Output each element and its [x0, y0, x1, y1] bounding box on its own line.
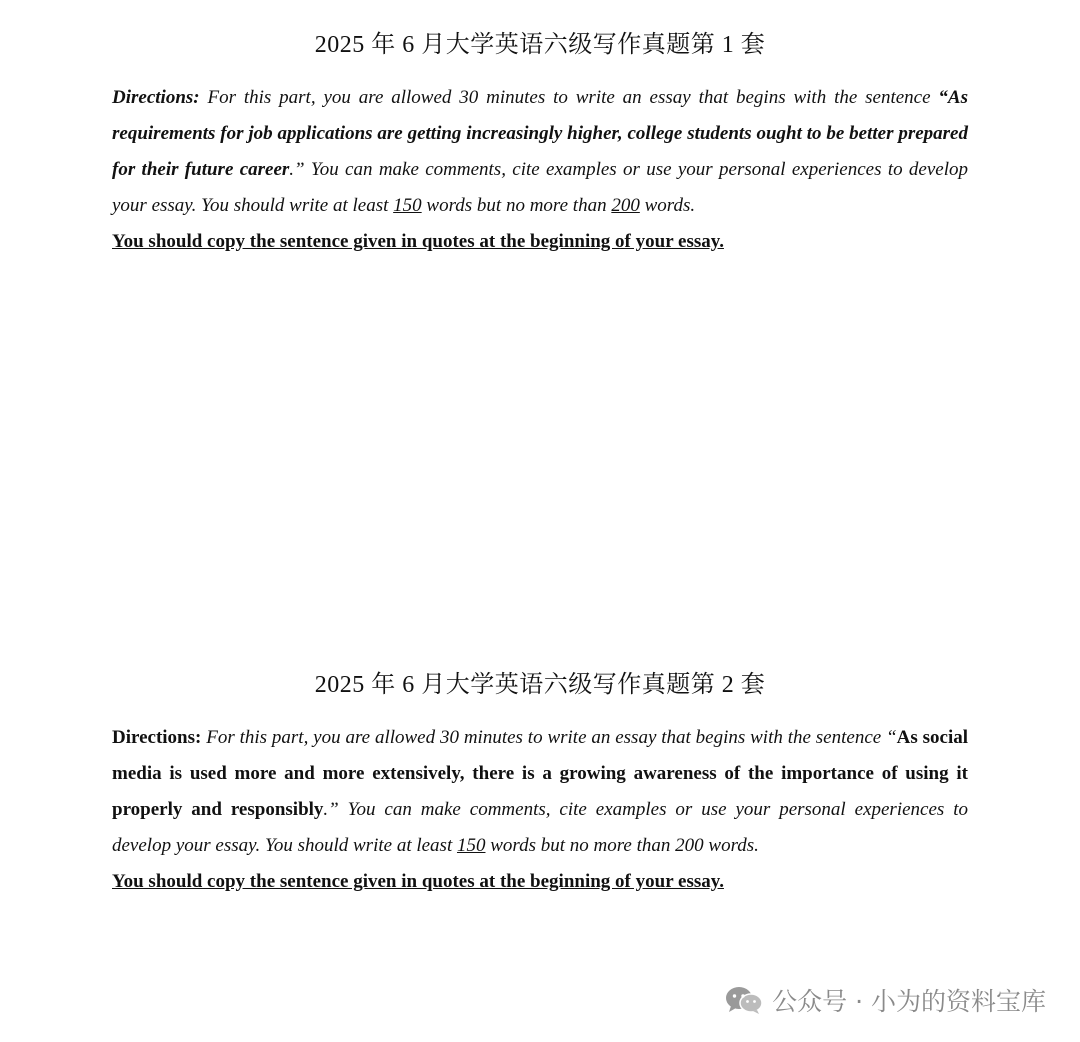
- section-title: 2025 年 6 月大学英语六级写作真题第 1 套: [314, 32, 766, 58]
- close-quote: .”: [323, 799, 348, 820]
- wechat-icon: [724, 985, 764, 1015]
- directions-label: Directions:: [112, 87, 200, 108]
- instructions-text: You can make comments, cite examples or use your personal experiences to develop your essay. You should write at least: [112, 799, 968, 856]
- open-quote: “: [938, 87, 948, 108]
- directions-intro: For this part, you are allowed 30 minutes to write an essay that begins with the sentence: [199, 87, 939, 108]
- close-quote: .”: [289, 159, 311, 180]
- copy-instruction: You should copy the sentence given in quotes at the beginning of your essay.: [112, 871, 724, 892]
- open-quote: “: [886, 727, 897, 748]
- watermark-text: 公众号 · 小为的资料宝库: [772, 987, 1046, 1016]
- instructions-text-3: words.: [639, 195, 696, 216]
- min-word-count: 150: [456, 835, 486, 856]
- directions-paragraph: [112, 720, 968, 864]
- watermark: [724, 982, 1046, 1018]
- section-title: 2025 年 6 月大学英语六级写作真题第 2 套: [314, 672, 766, 698]
- directions-label: Directions:: [112, 727, 202, 748]
- copy-instruction: You should copy the sentence given in quotes at the beginning of your essay.: [112, 231, 724, 252]
- prompt-sentence: As social media is used more and more extensively, there is a growing awareness of the importance of using it properly and responsibly: [112, 727, 969, 820]
- instructions-text: You can make comments, cite examples or use your personal experiences to develop your essay. You should write at least: [112, 159, 968, 216]
- directions-intro: For this part, you are allowed 30 minutes to write an essay that begins with the sentence: [201, 727, 887, 748]
- max-word-count: 200: [611, 195, 640, 216]
- instructions-text-2: words but no more than 200 words.: [485, 835, 759, 856]
- prompt-sentence: As requirements for job applications are getting increasingly higher, college students ought to be better prepared for their future career: [112, 87, 968, 180]
- instructions-text-2: words but no more than: [421, 195, 612, 216]
- min-word-count: 150: [393, 195, 422, 216]
- exam-section-1: [112, 26, 968, 260]
- directions-paragraph: [112, 80, 968, 224]
- exam-section-2: [112, 666, 968, 900]
